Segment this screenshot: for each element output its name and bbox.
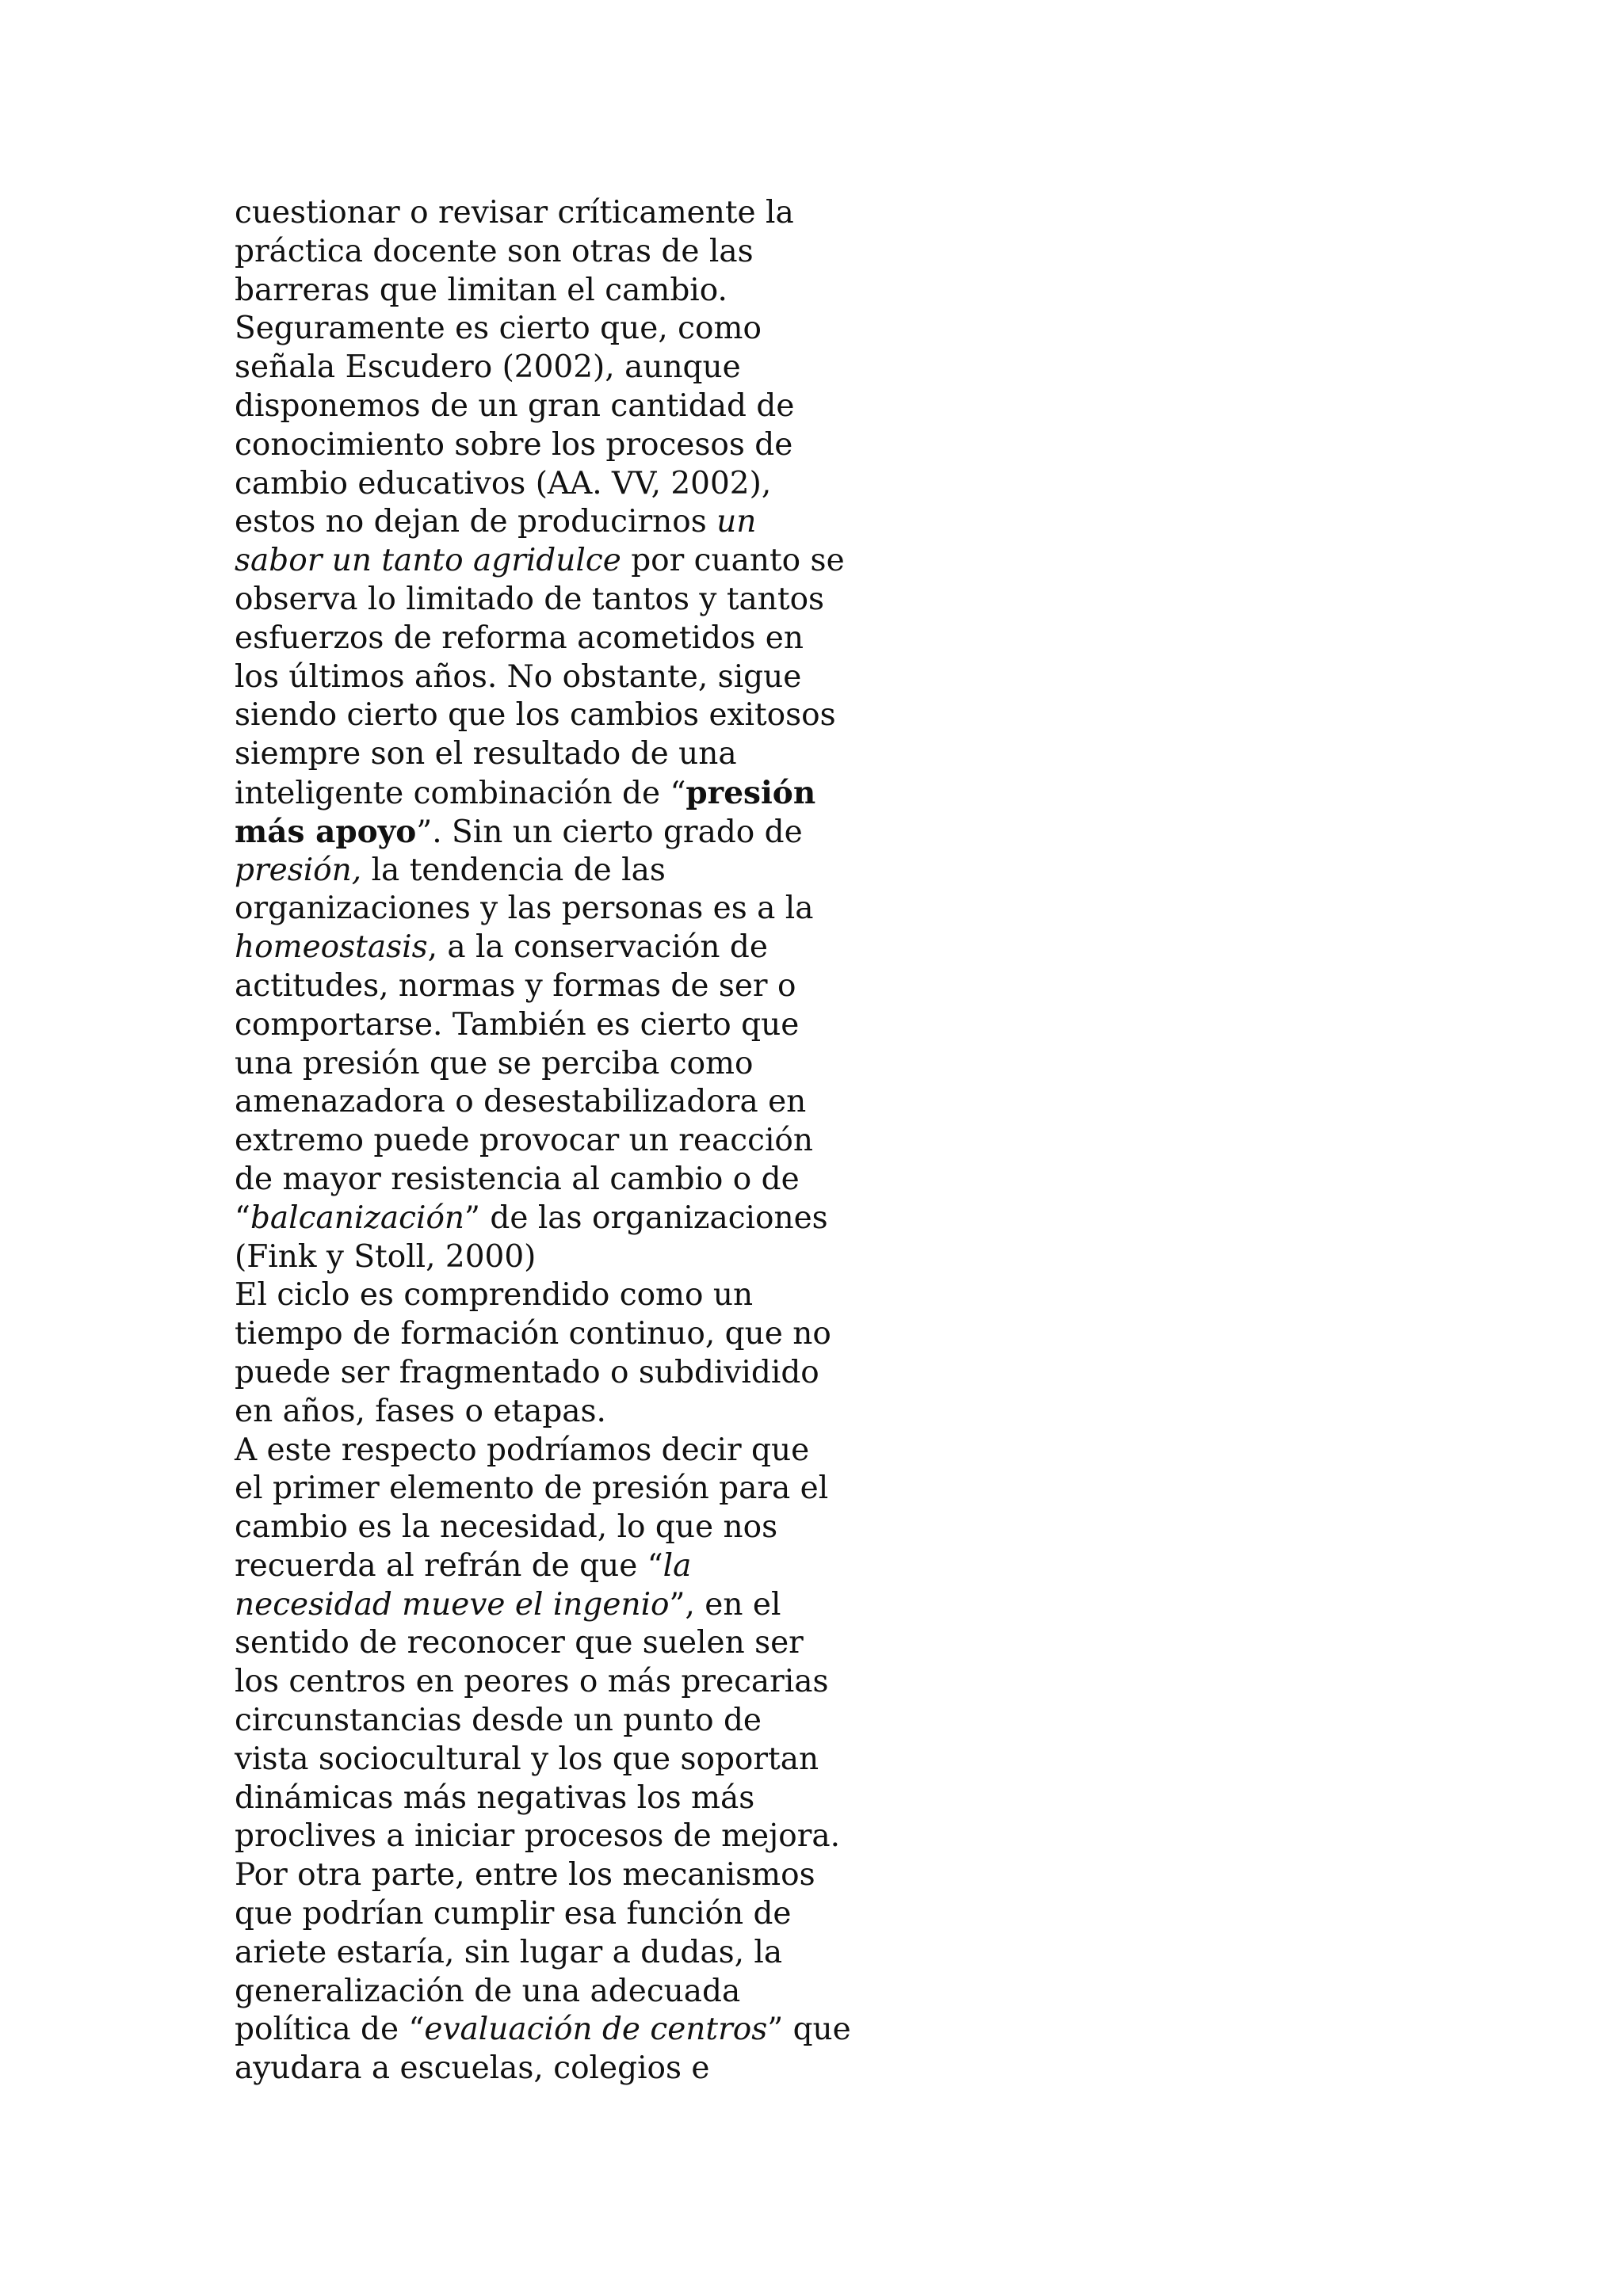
text-segment: generalización de una adecuada <box>235 1973 741 2009</box>
text-line <box>235 1276 932 1315</box>
text-segment: ayudara a escuelas, colegios e <box>235 2050 710 2087</box>
text-line <box>235 1895 932 1934</box>
text-line <box>235 1741 932 1779</box>
italic-text: un <box>716 504 757 540</box>
text-segment: actitudes, normas y formas de ser o <box>235 967 796 1004</box>
bold-text: más apoyo <box>235 813 417 850</box>
text-segment: señala Escudero (2002), aunque <box>235 349 741 386</box>
text-segment: puede ser fragmentado o subdividido <box>235 1354 819 1390</box>
text-segment: el primer elemento de presión para el <box>235 1470 829 1507</box>
text-segment: siempre son el resultado de una <box>235 736 737 772</box>
text-line <box>235 1817 932 1856</box>
text-line <box>235 967 932 1006</box>
text-line <box>235 852 932 891</box>
text-segment: recuerda al refrán de que “ <box>235 1547 663 1584</box>
text-segment: circunstancias desde un punto de <box>235 1703 762 1739</box>
text-segment: ”, en el <box>669 1586 781 1623</box>
text-line <box>235 581 932 620</box>
text-line <box>235 2050 932 2088</box>
text-segment: inteligente combinación de “ <box>235 775 686 811</box>
text-line <box>235 1238 932 1277</box>
text-line <box>235 349 932 387</box>
body-text-column <box>235 194 932 2088</box>
text-segment: por cuanto se <box>621 543 845 579</box>
text-segment: El ciclo es comprendido como un <box>235 1277 754 1314</box>
text-segment: estos no dejan de producirnos <box>235 504 717 540</box>
text-line <box>235 696 932 735</box>
italic-text: evaluación de centros <box>424 2012 768 2048</box>
italic-text: necesidad mueve el ingenio <box>235 1586 670 1623</box>
text-segment: esfuerzos de reforma acometidos en <box>235 620 804 656</box>
text-segment: amenazadora o desestabilizadora en <box>235 1084 807 1120</box>
text-line <box>235 272 932 311</box>
text-line <box>235 1624 932 1663</box>
text-segment: observa lo limitado de tantos y tantos <box>235 581 825 617</box>
text-segment: dinámicas más negativas los más <box>235 1779 755 1816</box>
text-segment: Por otra parte, entre los mecanismos <box>235 1857 815 1894</box>
italic-text: sabor un tanto agridulce <box>235 543 621 579</box>
text-segment: ” de las organizaciones <box>464 1199 828 1236</box>
text-line <box>235 658 932 697</box>
text-segment: “ <box>235 1199 250 1236</box>
text-line <box>235 1315 932 1354</box>
text-line <box>235 1663 932 1702</box>
text-line <box>235 1432 932 1470</box>
italic-text: homeostasis <box>235 929 428 966</box>
text-line <box>235 890 932 929</box>
text-line <box>235 503 932 542</box>
text-line <box>235 1122 932 1161</box>
text-segment: ”. Sin un cierto grado de <box>416 814 803 850</box>
text-line <box>235 1006 932 1045</box>
text-line <box>235 1045 932 1084</box>
text-line <box>235 1393 932 1432</box>
text-line <box>235 735 932 774</box>
text-line <box>235 1586 932 1625</box>
text-segment: de mayor resistencia al cambio o de <box>235 1161 800 1197</box>
text-segment: práctica docente son otras de las <box>235 233 754 269</box>
text-segment: A este respecto podríamos decir que <box>235 1432 810 1468</box>
text-segment: siendo cierto que los cambios exitosos <box>235 697 836 734</box>
text-segment: proclives a iniciar procesos de mejora. <box>235 1818 841 1855</box>
text-segment: en años, fases o etapas. <box>235 1393 606 1429</box>
text-segment: disponemos de un gran cantidad de <box>235 387 795 424</box>
bold-text: presión <box>685 774 816 811</box>
text-line <box>235 813 932 852</box>
text-segment: vista sociocultural y los que soportan <box>235 1741 819 1777</box>
italic-text: la <box>663 1547 692 1584</box>
text-line <box>235 2011 932 2050</box>
text-line <box>235 1779 932 1818</box>
text-line <box>235 620 932 658</box>
text-line <box>235 1973 932 2012</box>
text-line <box>235 194 932 233</box>
text-line <box>235 310 932 349</box>
text-segment: ariete estaría, sin lugar a dudas, la <box>235 1934 783 1970</box>
text-segment: comportarse. También es cierto que <box>235 1006 800 1043</box>
text-line <box>235 1083 932 1122</box>
text-line <box>235 233 932 272</box>
text-line <box>235 387 932 426</box>
text-segment: , a la conservación de <box>427 929 768 966</box>
text-line <box>235 1199 932 1238</box>
text-segment: tiempo de formación continuo, que no <box>235 1316 831 1352</box>
text-line <box>235 1161 932 1199</box>
text-segment: los centros en peores o más precarias <box>235 1664 829 1700</box>
italic-text: balcanización <box>250 1199 465 1236</box>
text-segment: cambio educativos (AA. VV, 2002), <box>235 465 772 502</box>
text-segment: barreras que limitan el cambio. <box>235 272 727 308</box>
text-line <box>235 774 932 813</box>
text-line <box>235 465 932 504</box>
text-line <box>235 1470 932 1508</box>
text-segment: la tendencia de las <box>361 852 666 888</box>
text-line <box>235 1702 932 1741</box>
text-line <box>235 1856 932 1895</box>
text-segment: cambio es la necesidad, lo que nos <box>235 1509 778 1546</box>
text-segment: ” que <box>767 2012 851 2048</box>
text-segment: una presión que se perciba como <box>235 1045 754 1081</box>
text-line <box>235 1547 932 1586</box>
text-segment: conocimiento sobre los procesos de <box>235 426 793 463</box>
text-line <box>235 929 932 967</box>
text-line <box>235 1508 932 1547</box>
text-segment: organizaciones y las personas es a la <box>235 891 814 927</box>
text-line <box>235 426 932 465</box>
text-segment: que podrían cumplir esa función de <box>235 1896 792 1932</box>
text-segment: sentido de reconocer que suelen ser <box>235 1625 804 1661</box>
text-segment: (Fink y Stoll, 2000) <box>235 1238 537 1275</box>
text-segment: Seguramente es cierto que, como <box>235 311 762 347</box>
text-segment: cuestionar o revisar críticamente la <box>235 195 794 231</box>
text-line <box>235 1354 932 1393</box>
text-segment: política de “ <box>235 2012 425 2048</box>
text-segment: extremo puede provocar un reacción <box>235 1123 814 1159</box>
italic-text: presión, <box>235 852 362 888</box>
text-line <box>235 1934 932 1973</box>
text-line <box>235 542 932 581</box>
text-segment: los últimos años. No obstante, sigue <box>235 658 802 695</box>
